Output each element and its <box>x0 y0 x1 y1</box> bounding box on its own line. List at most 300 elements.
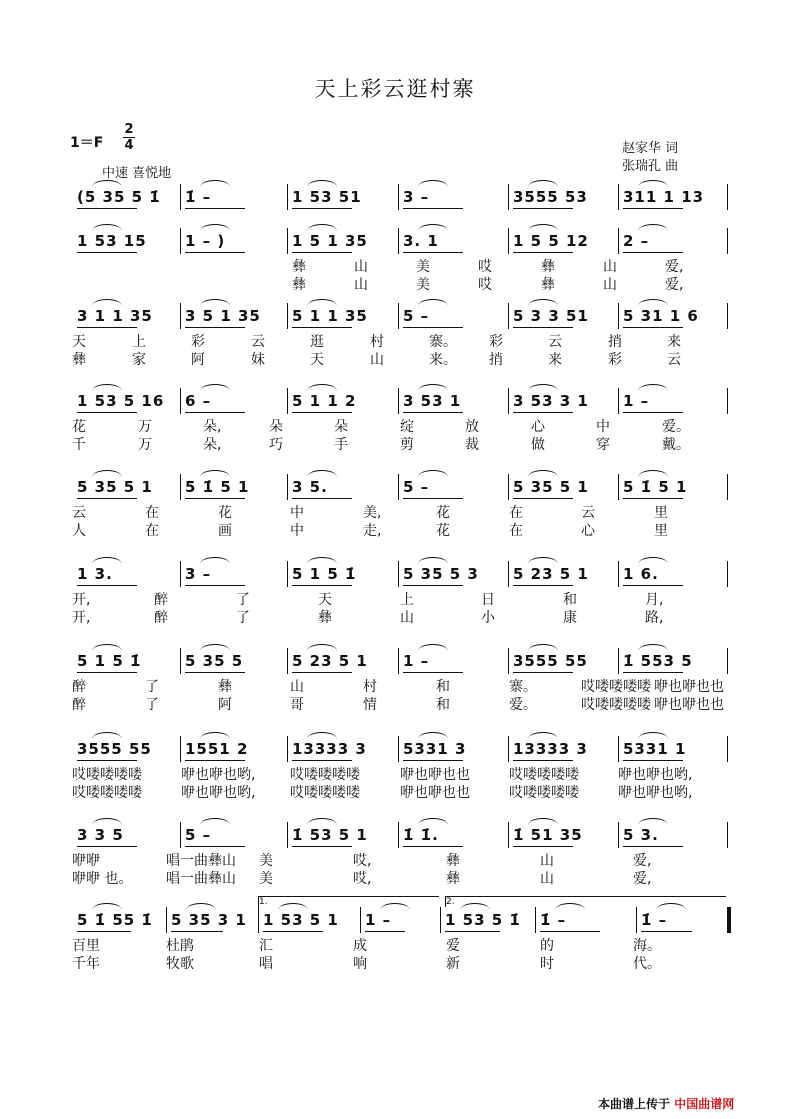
lyric-syllable: 巧 <box>269 437 283 453</box>
lyric-syllable: 捎 <box>489 352 503 368</box>
lyric-syllable: 手 <box>334 437 348 453</box>
slur <box>92 180 122 187</box>
slur <box>307 818 337 825</box>
barline <box>287 184 288 210</box>
lyric-syllable: 万 <box>138 437 152 453</box>
measure-notes: 5 1 1 35 <box>292 307 368 325</box>
slur <box>638 180 668 187</box>
lyric-syllable: 山 <box>290 679 304 695</box>
barline <box>508 736 509 762</box>
barline <box>727 184 728 210</box>
beam-line <box>513 760 573 761</box>
slur <box>92 470 122 477</box>
barline <box>727 388 728 414</box>
beam-line <box>513 672 573 673</box>
barline <box>618 822 619 848</box>
lyric-syllable: 哎喽喽喽喽 <box>509 767 579 783</box>
beam-line <box>185 412 245 413</box>
beam-line <box>403 498 463 499</box>
lyric-syllable: 爱, <box>633 853 652 869</box>
lyric-syllable: 山 <box>400 610 414 626</box>
lyric-syllable: 咿也咿也也 <box>654 697 724 713</box>
beam-line <box>623 412 683 413</box>
lyric-syllable: 朵, <box>203 419 222 435</box>
slur <box>418 180 448 187</box>
lyric-syllable: 彝 <box>292 277 306 293</box>
barline <box>618 561 619 587</box>
lyric-syllable: 爱, <box>665 259 684 275</box>
lyric-syllable: 花 <box>436 523 450 539</box>
lyric-syllable: 彝 <box>218 679 232 695</box>
barline <box>398 736 399 762</box>
slur <box>528 470 558 477</box>
barline <box>180 474 181 500</box>
lyric-syllable: 哎 <box>478 259 492 275</box>
barline <box>258 907 259 933</box>
lyric-syllable: 在 <box>145 505 159 521</box>
slur <box>200 470 230 477</box>
beam-line <box>185 846 245 847</box>
lyric-syllable: 家 <box>132 352 146 368</box>
slur <box>638 224 668 231</box>
measure-notes: 1 – <box>623 392 650 410</box>
lyric-syllable: 代。 <box>633 956 661 972</box>
beam-line <box>623 585 683 586</box>
lyric-syllable: 哎喽喽喽喽 <box>509 785 579 801</box>
lyric-syllable: 山 <box>540 871 554 887</box>
lyric-syllable: 响 <box>353 956 367 972</box>
slur <box>528 818 558 825</box>
measure-notes: 1̇ 53 5 1 <box>292 826 368 844</box>
measure-notes: 3 53 1 <box>403 392 462 410</box>
slur <box>528 557 558 564</box>
lyric-syllable: 唱 <box>259 956 273 972</box>
barline <box>618 388 619 414</box>
lyric-syllable: 时 <box>540 956 554 972</box>
barline <box>398 388 399 414</box>
lyric-syllable: 康 <box>563 610 577 626</box>
lyric-syllable: 牧歌 <box>166 956 194 972</box>
lyric-syllable: 爱 <box>446 938 460 954</box>
beam-line <box>77 760 137 761</box>
barline <box>508 561 509 587</box>
lyric-syllable: 小 <box>481 610 495 626</box>
measure-notes: 5 3. <box>623 826 659 844</box>
beam-line <box>263 931 323 932</box>
lyric-syllable: 里 <box>654 505 668 521</box>
lyric-syllable: 醉 <box>72 679 86 695</box>
barline <box>508 388 509 414</box>
lyric-syllable: 醉 <box>154 592 168 608</box>
lyric-syllable: 哎喽喽喽喽 <box>72 785 142 801</box>
lyric-syllable: 万 <box>138 419 152 435</box>
slur <box>638 644 668 651</box>
slur <box>200 644 230 651</box>
lyric-syllable: 裁 <box>465 437 479 453</box>
beam-line <box>513 208 573 209</box>
slur <box>528 224 558 231</box>
lyric-syllable: 唱一曲彝山 <box>166 871 236 887</box>
slur <box>307 384 337 391</box>
barline <box>180 388 181 414</box>
lyric-syllable: 哎喽喽喽喽 <box>581 697 651 713</box>
beam-line <box>185 585 245 586</box>
slur <box>200 818 230 825</box>
lyric-syllable: 哎喽喽喽喽 <box>290 785 360 801</box>
lyric-syllable: 云 <box>251 334 265 350</box>
lyric-syllable: 云 <box>548 334 562 350</box>
slur <box>92 644 122 651</box>
beam-line <box>292 252 352 253</box>
lyric-syllable: 阿 <box>218 697 232 713</box>
lyric-syllable: 海。 <box>633 938 661 954</box>
lyric-syllable: 情 <box>363 697 377 713</box>
lyric-syllable: 咿也咿也哟, <box>618 767 693 783</box>
beam-line <box>185 760 245 761</box>
lyric-syllable: 逛 <box>310 334 324 350</box>
barline <box>727 228 728 254</box>
lyric-syllable: 的 <box>540 938 554 954</box>
barline <box>180 822 181 848</box>
slur <box>418 470 448 477</box>
final-barline <box>727 907 731 933</box>
lyric-syllable: 村 <box>370 334 384 350</box>
slur <box>92 299 122 306</box>
barline <box>440 907 441 933</box>
key-signature: 1＝F <box>70 135 104 151</box>
lyric-syllable: 成 <box>353 938 367 954</box>
slur <box>528 180 558 187</box>
barline <box>398 474 399 500</box>
measure-notes: 5 – <box>185 826 212 844</box>
beam-line <box>403 846 463 847</box>
barline <box>180 561 181 587</box>
lyric-syllable: 中 <box>290 505 304 521</box>
slur <box>186 903 216 910</box>
slur <box>418 557 448 564</box>
measure-notes: 13333 3 <box>513 740 588 758</box>
measure-notes: 1̇ – <box>641 911 668 929</box>
lyric-syllable: 山 <box>354 277 368 293</box>
lyric-syllable: 开, <box>72 592 91 608</box>
measure-notes: 5 35 5 3 <box>403 565 479 583</box>
measure-notes: 5 1 5 1̇ <box>292 565 357 583</box>
measure-notes: 5 35 5 <box>185 652 244 670</box>
beam-line <box>77 252 137 253</box>
lyric-syllable: 日 <box>481 592 495 608</box>
measure-notes: 3555 53 <box>513 188 588 206</box>
lyric-syllable: 了 <box>236 610 250 626</box>
barline <box>398 303 399 329</box>
slur <box>528 732 558 739</box>
lyric-syllable: 画 <box>218 523 232 539</box>
lyric-syllable: 哎喽喽喽喽 <box>290 767 360 783</box>
barline <box>508 822 509 848</box>
lyric-syllable: 在 <box>145 523 159 539</box>
lyric-syllable: 千 <box>72 437 86 453</box>
lyric-syllable: 山 <box>603 259 617 275</box>
song-title: 天上彩云逛村寨 <box>314 77 476 101</box>
time-signature-bottom: 4 <box>124 138 134 153</box>
lyric-syllable: 新 <box>446 956 460 972</box>
lyric-syllable: 放 <box>465 419 479 435</box>
measure-notes: 3555 55 <box>513 652 588 670</box>
barline <box>727 303 728 329</box>
beam-line <box>513 498 573 499</box>
time-signature-top: 2 <box>124 122 134 137</box>
measure-notes: 5 35 5 1 <box>513 478 589 496</box>
barline <box>287 303 288 329</box>
measure-notes: 13333 3 <box>292 740 367 758</box>
beam-line <box>641 931 692 932</box>
slur <box>92 903 122 910</box>
slur <box>200 180 230 187</box>
lyric-syllable: 彝 <box>446 871 460 887</box>
beam-line <box>77 931 131 932</box>
beam-line <box>292 846 352 847</box>
measure-notes: 2 – <box>623 232 650 250</box>
beam-line <box>403 327 463 328</box>
measure-notes: 3 1 1 35 <box>77 307 153 325</box>
lyric-syllable: 咿也咿也哟, <box>181 767 256 783</box>
slur <box>200 732 230 739</box>
measure-notes: 1̇ – <box>540 911 567 929</box>
lyric-syllable: 爱。 <box>509 697 537 713</box>
barline <box>508 474 509 500</box>
barline <box>287 474 288 500</box>
lyric-syllable: 朵, <box>203 437 222 453</box>
lyric-syllable: 美 <box>259 853 273 869</box>
lyric-syllable: 上 <box>400 592 414 608</box>
lyric-syllable: 在 <box>509 505 523 521</box>
lyric-syllable: 哎 <box>478 277 492 293</box>
barline <box>398 561 399 587</box>
beam-line <box>292 760 352 761</box>
beam-line <box>77 846 137 847</box>
measure-notes: 5 1̇ 55 1̇ <box>77 911 153 929</box>
lyric-syllable: 美 <box>259 871 273 887</box>
barline <box>180 736 181 762</box>
lyric-syllable: 花 <box>436 505 450 521</box>
lyric-syllable: 汇 <box>259 938 273 954</box>
lyric-syllable: 人 <box>72 523 86 539</box>
barline <box>508 228 509 254</box>
lyric-syllable: 来。 <box>429 352 457 368</box>
slur <box>92 818 122 825</box>
lyric-syllable: 爱。 <box>662 419 690 435</box>
lyric-syllable: 朵 <box>269 419 283 435</box>
lyric-syllable: 咿咿 也。 <box>72 871 133 887</box>
barline <box>360 907 361 933</box>
lyric-syllable: 哥 <box>290 697 304 713</box>
lyric-syllable: 村 <box>363 679 377 695</box>
lyric-syllable: 在 <box>509 523 523 539</box>
measure-notes: 3555 55 <box>77 740 152 758</box>
lyric-syllable: 走, <box>363 523 382 539</box>
measure-notes: 1̇ 51 35 <box>513 826 583 844</box>
lyric-syllable: 爱, <box>665 277 684 293</box>
lyric-syllable: 心 <box>581 523 595 539</box>
beam-line <box>292 208 352 209</box>
slur <box>307 180 337 187</box>
lyric-syllable: 咿也咿也哟, <box>618 785 693 801</box>
measure-notes: 1 53 5 16 <box>77 392 165 410</box>
beam-line <box>403 585 463 586</box>
lyric-syllable: 百里 <box>72 938 100 954</box>
measure-notes: 5 1 1 2 <box>292 392 357 410</box>
lyric-syllable: 云 <box>581 505 595 521</box>
lyric-syllable: 花 <box>218 505 232 521</box>
barline <box>618 474 619 500</box>
barline <box>398 648 399 674</box>
measure-notes: 3. 1 <box>403 232 439 250</box>
barline <box>287 736 288 762</box>
beam-line <box>623 252 683 253</box>
slur <box>307 557 337 564</box>
beam-line <box>185 672 245 673</box>
barline <box>618 228 619 254</box>
first-ending: 1. <box>258 896 439 907</box>
lyric-syllable: 彝 <box>292 259 306 275</box>
lyric-syllable: 哎, <box>353 871 372 887</box>
beam-line <box>403 208 463 209</box>
barline <box>508 303 509 329</box>
lyric-syllable: 做 <box>531 437 545 453</box>
footer-text: 本曲谱上传于 <box>598 1097 671 1111</box>
lyric-syllable: 来 <box>548 352 562 368</box>
lyric-syllable: 绽 <box>400 419 414 435</box>
beam-line <box>403 412 463 413</box>
measure-notes: (5 35 5 1̇ <box>77 188 161 206</box>
time-signature <box>123 122 135 153</box>
beam-line <box>185 327 245 328</box>
lyric-syllable: 醉 <box>72 697 86 713</box>
slur <box>418 224 448 231</box>
slur <box>307 224 337 231</box>
beam-line <box>292 327 352 328</box>
lyric-syllable: 了 <box>145 679 159 695</box>
barline <box>287 822 288 848</box>
lyric-syllable: 彝 <box>446 853 460 869</box>
barline <box>727 474 728 500</box>
lyric-syllable: 云 <box>667 352 681 368</box>
beam-line <box>513 412 573 413</box>
beam-line <box>513 846 573 847</box>
beam-line <box>77 208 137 209</box>
measure-notes: 1 5 5 12 <box>513 232 589 250</box>
beam-line <box>445 931 500 932</box>
barline <box>180 648 181 674</box>
lyric-syllable: 和 <box>436 697 450 713</box>
slur <box>528 644 558 651</box>
lyric-syllable: 美 <box>416 259 430 275</box>
barline <box>180 303 181 329</box>
lyric-syllable: 醉 <box>154 610 168 626</box>
measure-notes: 5 1̇ 5 1 <box>185 478 250 496</box>
barline <box>727 736 728 762</box>
lyric-syllable: 寨。 <box>429 334 457 350</box>
slur <box>418 384 448 391</box>
measure-notes: 1 – <box>403 652 430 670</box>
lyric-syllable: 花 <box>72 419 86 435</box>
barline <box>180 184 181 210</box>
lyric-syllable: 彝 <box>541 259 555 275</box>
beam-line <box>365 931 405 932</box>
slur <box>307 299 337 306</box>
measure-notes: 3 – <box>185 565 212 583</box>
measure-notes: 1 53 15 <box>77 232 147 250</box>
measure-notes: 3 53 3 1 <box>513 392 589 410</box>
lyric-syllable: 天 <box>318 592 332 608</box>
lyric-syllable: 山 <box>354 259 368 275</box>
footer-credit <box>598 1095 734 1112</box>
slur <box>92 384 122 391</box>
beam-line <box>185 208 245 209</box>
lyric-syllable: 杜鹃 <box>166 938 194 954</box>
slur <box>200 224 230 231</box>
measure-notes: 1 – ) <box>185 232 226 250</box>
slur <box>92 557 122 564</box>
slur <box>307 644 337 651</box>
barline <box>618 648 619 674</box>
measure-notes: 5 1̇ 5 1 <box>623 478 688 496</box>
measure-notes: 5 3 3 51 <box>513 307 589 325</box>
lyric-syllable: 开, <box>72 610 91 626</box>
beam-line <box>623 208 683 209</box>
slur <box>418 732 448 739</box>
measure-notes: 5 35 5 1 <box>77 478 153 496</box>
beam-line <box>403 252 463 253</box>
measure-notes: 6 – <box>185 392 212 410</box>
lyric-syllable: 彩 <box>608 352 622 368</box>
slur <box>638 557 668 564</box>
beam-line <box>623 672 683 673</box>
barline <box>508 648 509 674</box>
lyric-syllable: 千年 <box>72 956 100 972</box>
lyric-syllable: 里 <box>654 523 668 539</box>
lyric-syllable: 云 <box>72 505 86 521</box>
beam-line <box>513 327 573 328</box>
lyric-syllable: 彩 <box>191 334 205 350</box>
barline <box>287 648 288 674</box>
lyric-syllable: 妹 <box>251 352 265 368</box>
lyric-syllable: 爱, <box>633 871 652 887</box>
barline <box>727 561 728 587</box>
barline <box>727 822 728 848</box>
lyric-syllable: 彝 <box>72 352 86 368</box>
measure-notes: 3 5 1 35 <box>185 307 261 325</box>
slur <box>638 470 668 477</box>
slur <box>418 299 448 306</box>
slur <box>200 299 230 306</box>
slur <box>418 818 448 825</box>
slur <box>638 732 668 739</box>
measure-notes: 1 53 5 1 <box>263 911 339 929</box>
beam-line <box>77 327 137 328</box>
barline <box>636 907 637 933</box>
beam-line <box>623 327 683 328</box>
barline <box>398 184 399 210</box>
beam-line <box>171 931 223 932</box>
barline <box>618 303 619 329</box>
lyric-syllable: 和 <box>436 679 450 695</box>
lyric-syllable: 山 <box>603 277 617 293</box>
barline <box>398 822 399 848</box>
beam-line <box>292 412 352 413</box>
beam-line <box>77 498 137 499</box>
slur <box>92 224 122 231</box>
beam-line <box>185 252 245 253</box>
